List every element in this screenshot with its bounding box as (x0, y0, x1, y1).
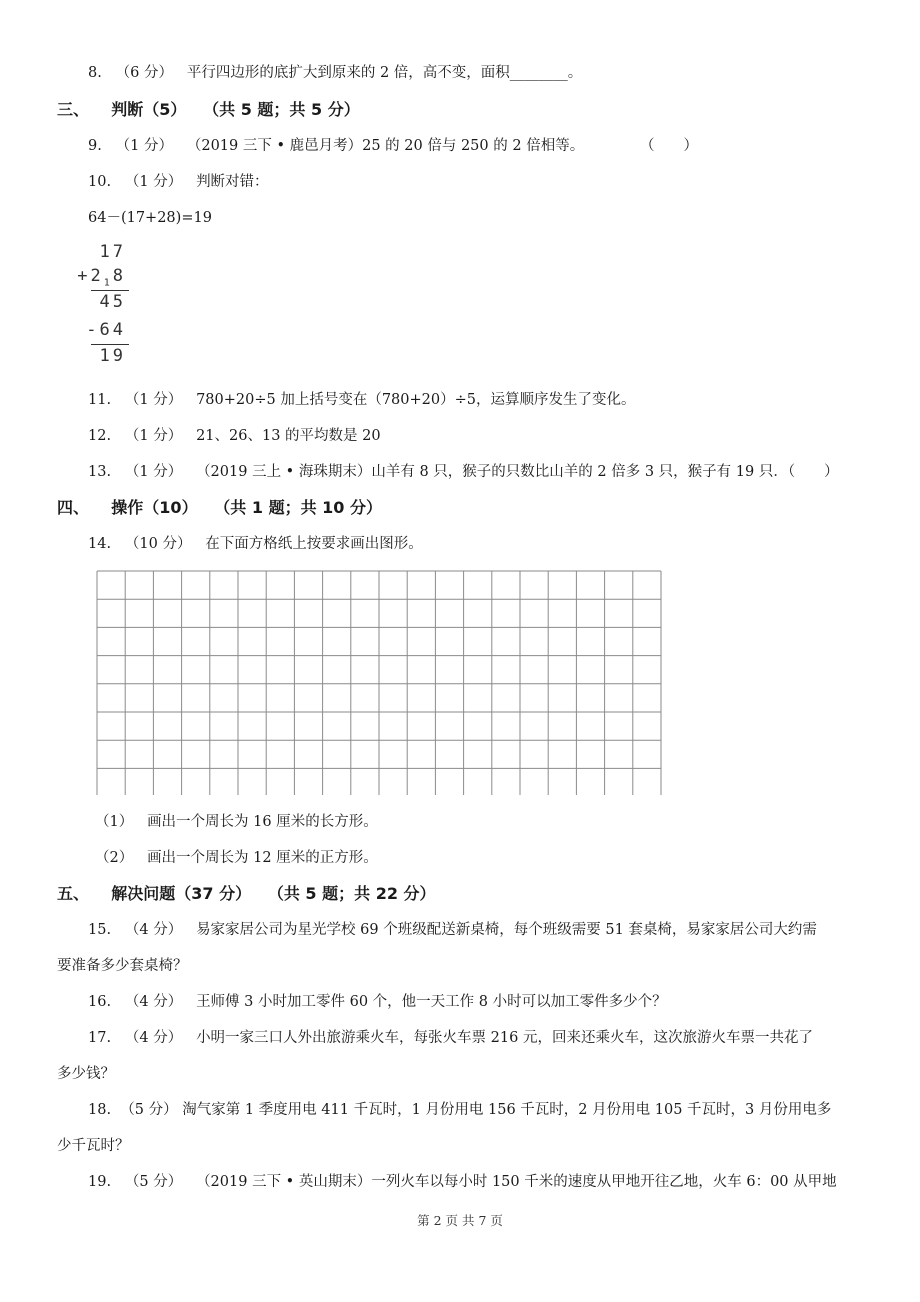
page-footer: 第 2 页 共 7 页 (417, 1213, 503, 1228)
sub-question-1 (95, 812, 378, 832)
section-summary: （共 5 题；共 22 分） (267, 884, 436, 903)
question-12 (88, 426, 381, 446)
section-heading-4 (57, 498, 382, 518)
question-17 (88, 1028, 813, 1048)
question-19 (88, 1172, 837, 1192)
grid-paper[interactable] (96, 570, 666, 795)
subtrahend: -64 (86, 320, 126, 340)
question-score: （1 分） (115, 138, 174, 154)
question-text: 780+20÷5 加上括号变在（780+20）÷5，运算顺序发生了变化。 (196, 392, 636, 408)
question-text: 淘气家第 1 季度用电 411 千瓦时，1 月份用电 156 千瓦时，2 月份用电 105 千瓦时，3 月份用电多 (182, 1102, 832, 1118)
question-score: （4 分） (124, 1030, 183, 1046)
question-number: 9. (88, 138, 102, 154)
question-number: 19. (88, 1174, 112, 1190)
question-text: （2019 三下 • 英山期末）一列火车以每小时 150 千米的速度从甲地开往乙地，火车 6：00 从甲地 (196, 1174, 837, 1190)
question-15-continued: 要准备多少套桌椅？ (57, 958, 188, 974)
section-title: 操作（10） (111, 498, 198, 517)
question-score: （1 分） (124, 392, 183, 408)
question-score: （1 分） (124, 464, 183, 480)
question-number: 16. (88, 994, 112, 1010)
question-score: （10 分） (124, 536, 192, 552)
section-summary: （共 5 题；共 5 分） (203, 100, 360, 119)
expression: 64－(17+28)=19 (88, 210, 212, 226)
question-14 (88, 534, 423, 554)
sum-line (91, 290, 129, 291)
question-9 (88, 136, 584, 156)
addend-2: $+2_18$ (77, 266, 126, 289)
section-index: 三、 (57, 100, 90, 119)
question-text: 在下面方格纸上按要求画出图形。 (205, 536, 423, 552)
addend-1: 17 (99, 242, 126, 262)
question-number: 8. (88, 65, 102, 81)
question-score: （4 分） (124, 922, 183, 938)
question-text: 21、26、13 的平均数是 20 (196, 428, 381, 444)
question-number: 17. (88, 1030, 112, 1046)
question-11 (88, 390, 635, 410)
section-summary: （共 1 题；共 10 分） (214, 498, 382, 517)
question-number: 10. (88, 174, 112, 190)
question-number: 13. (88, 464, 112, 480)
sub-question-text: 画出一个周长为 16 厘米的长方形。 (147, 814, 378, 830)
question-score: （1 分） (124, 174, 183, 190)
question-18-continued: 少千瓦时？ (57, 1138, 130, 1154)
question-10 (88, 172, 269, 192)
section-index: 四、 (57, 498, 90, 517)
question-18 (88, 1100, 831, 1120)
question-17-continued: 多少钱？ (57, 1066, 115, 1082)
answer-blank: （ ） (640, 138, 698, 154)
sub-question-number: （2） (95, 850, 134, 866)
question-number: 14. (88, 536, 112, 552)
question-text: （2019 三上 • 海珠期末）山羊有 8 只，猴子的只数比山羊的 2 倍多 3 只，猴子有 19 只．（ ） (196, 464, 839, 480)
question-score: （5 分） (124, 1174, 183, 1190)
question-text: （2019 三下 • 鹿邑月考）25 的 20 倍与 250 的 2 倍相等。 (186, 138, 585, 154)
section-index: 五、 (57, 884, 90, 903)
question-text: 易家家居公司为星光学校 69 个班级配送新桌椅，每个班级需要 51 套桌椅，易家家居公司大约需 (196, 922, 817, 938)
section-title: 判断（5） (111, 100, 187, 119)
section-title: 解决问题（37 分） (111, 884, 252, 903)
question-number: 12. (88, 428, 112, 444)
question-16 (88, 992, 667, 1012)
difference: 19 (99, 346, 126, 366)
question-number: 18. (88, 1102, 112, 1118)
sub-question-text: 画出一个周长为 12 厘米的正方形。 (147, 850, 378, 866)
question-15 (88, 920, 817, 940)
question-number: 15. (88, 922, 112, 938)
sub-question-number: （1） (95, 814, 134, 830)
difference-line (91, 344, 129, 345)
section-heading-3 (57, 100, 360, 120)
question-score: （5 分） (120, 1102, 178, 1118)
question-text: 平行四边形的底扩大到原来的 2 倍，高不变，面积________。 (186, 65, 583, 81)
vertical-calculation (77, 240, 148, 370)
sum: 45 (99, 292, 126, 312)
question-8 (88, 63, 582, 83)
sub-question-2 (95, 848, 378, 868)
question-text: 王师傅 3 小时加工零件 60 个，他一天工作 8 小时可以加工零件多少个？ (196, 994, 667, 1010)
section-heading-5 (57, 884, 436, 904)
question-text: 判断对错： (196, 174, 269, 190)
question-score: （4 分） (124, 994, 183, 1010)
question-number: 11. (88, 392, 112, 408)
question-13 (88, 462, 839, 482)
question-score: （6 分） (115, 65, 174, 81)
question-score: （1 分） (124, 428, 183, 444)
question-text: 小明一家三口人外出旅游乘火车，每张火车票 216 元，回来还乘火车，这次旅游火车票一共花了 (196, 1030, 813, 1046)
